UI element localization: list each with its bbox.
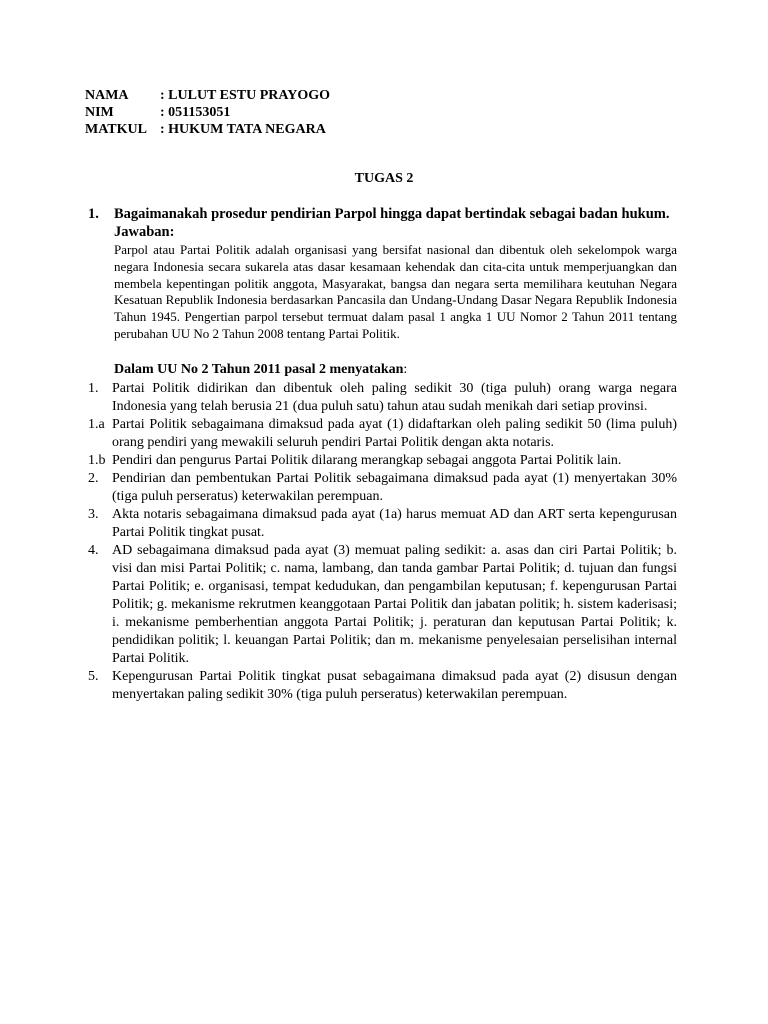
list-item [88,470,677,506]
answer-label: Jawaban: [114,224,175,240]
law-heading-colon: : [403,361,408,377]
nama-row [85,87,330,104]
nama-value: : LULUT ESTU PRAYOGO [160,88,330,103]
list-item-text: Pendiri dan pengurus Partai Politik dilarang merangkap sebagai anggota Partai Politik lain. [112,452,622,468]
question-number: 1. [88,206,99,222]
answer-paragraph: Parpol atau Partai Politik adalah organisasi yang bersifat nasional dan dibentuk oleh sekelompok warga negara Indonesia secara sukarela atas dasar kesamaan kehendak dan cita-cita untuk memperjuangkan dan membela kepentingan politik anggota, Masyarakat, bangsa dan negara serta memilihara keutuhan Negara Kesatuan Republik Indonesia berdasarkan Pancasila dan Undang-Undang Dasar Negara Republik Indonesia Tahun 1945. Pengertian parpol tersebut termuat dalam pasal 1 angka 1 UU Nomor 2 Tahun 2011 tentang perubahan UU No 2 Tahun 2008 tentang Partai Politik. [114,242,677,341]
document-title: TUGAS 2 [354,171,414,186]
list-item-marker: 4. [88,542,99,558]
nim-value: : 051153051 [160,105,231,120]
law-heading-text: Dalam UU No 2 Tahun 2011 pasal 2 menyatakan [114,361,404,377]
question-text: Bagaimanakah prosedur pendirian Parpol hingga dapat bertindak sebagai badan hukum. [114,206,670,222]
list-item-marker: 1. [88,380,99,396]
student-info-header [85,87,330,138]
document-body [88,206,677,704]
list-item [88,380,677,416]
nim-row [85,104,330,121]
nama-label: NAMA [85,88,129,103]
matkul-row [85,121,330,138]
list-item [88,542,677,668]
list-item-text: Pendirian dan pembentukan Partai Politik sebagaimana dimaksud pada ayat (1) menyertakan 30% (tiga puluh perseratus) keterwakilan perempuan. [112,470,677,504]
list-item [88,416,677,452]
list-item-marker: 5. [88,668,99,684]
list-item-marker: 1.b [88,452,106,468]
law-article-list [88,380,677,704]
list-item [88,506,677,542]
question [88,206,677,223]
nim-label: NIM [85,105,114,120]
matkul-label: MATKUL [85,122,147,137]
list-item-text: Akta notaris sebagaimana dimaksud pada ayat (1a) harus memuat AD dan ART serta kepengurusan Partai Politik tingkat pusat. [112,506,677,540]
matkul-value: : HUKUM TATA NEGARA [160,122,326,137]
list-item-text: Partai Politik sebagaimana dimaksud pada ayat (1) didaftarkan oleh paling sedikit 50 (lima puluh) orang pendiri yang mewakili seluruh pendiri Partai Politik dengan akta notaris. [112,416,677,450]
list-item [88,668,677,704]
list-item-marker: 3. [88,506,99,522]
list-item [88,452,677,470]
list-item-marker: 2. [88,470,99,486]
law-section-heading [114,361,677,379]
list-item-text: Partai Politik didirikan dan dibentuk oleh paling sedikit 30 (tiga puluh) orang warga negara Indonesia yang telah berusia 21 (dua puluh satu) tahun atau sudah menikah dari setiap provinsi. [112,380,677,414]
list-item-text: Kepengurusan Partai Politik tingkat pusat sebagaimana dimaksud pada ayat (2) disusun dengan menyertakan paling sedikit 30% (tiga puluh perseratus) keterwakilan perempuan. [112,668,677,702]
list-item-text: AD sebagaimana dimaksud pada ayat (3) memuat paling sedikit: a. asas dan ciri Partai Politik; b. visi dan misi Partai Politik; c. nama, lambang, dan tanda gambar Partai Politik; d. tujuan dan fungsi Partai Politik; e. organisasi, tempat kedudukan, dan pengambilan keputusan; f. kepengurusan Partai Politik; g. mekanisme rekrutmen keanggotaan Partai Politik dan jabatan politik; h. sistem kaderisasi; i. mekanisme pemberhentian anggota Partai Politik; j. peraturan dan keputusan Partai Politik; k. pendidikan politik; l. keuangan Partai Politik; dan m. mekanisme penyelesaian perselisihan internal Partai Politik. [112,542,677,666]
answer-block [114,223,677,343]
list-item-marker: 1.a [88,416,105,432]
